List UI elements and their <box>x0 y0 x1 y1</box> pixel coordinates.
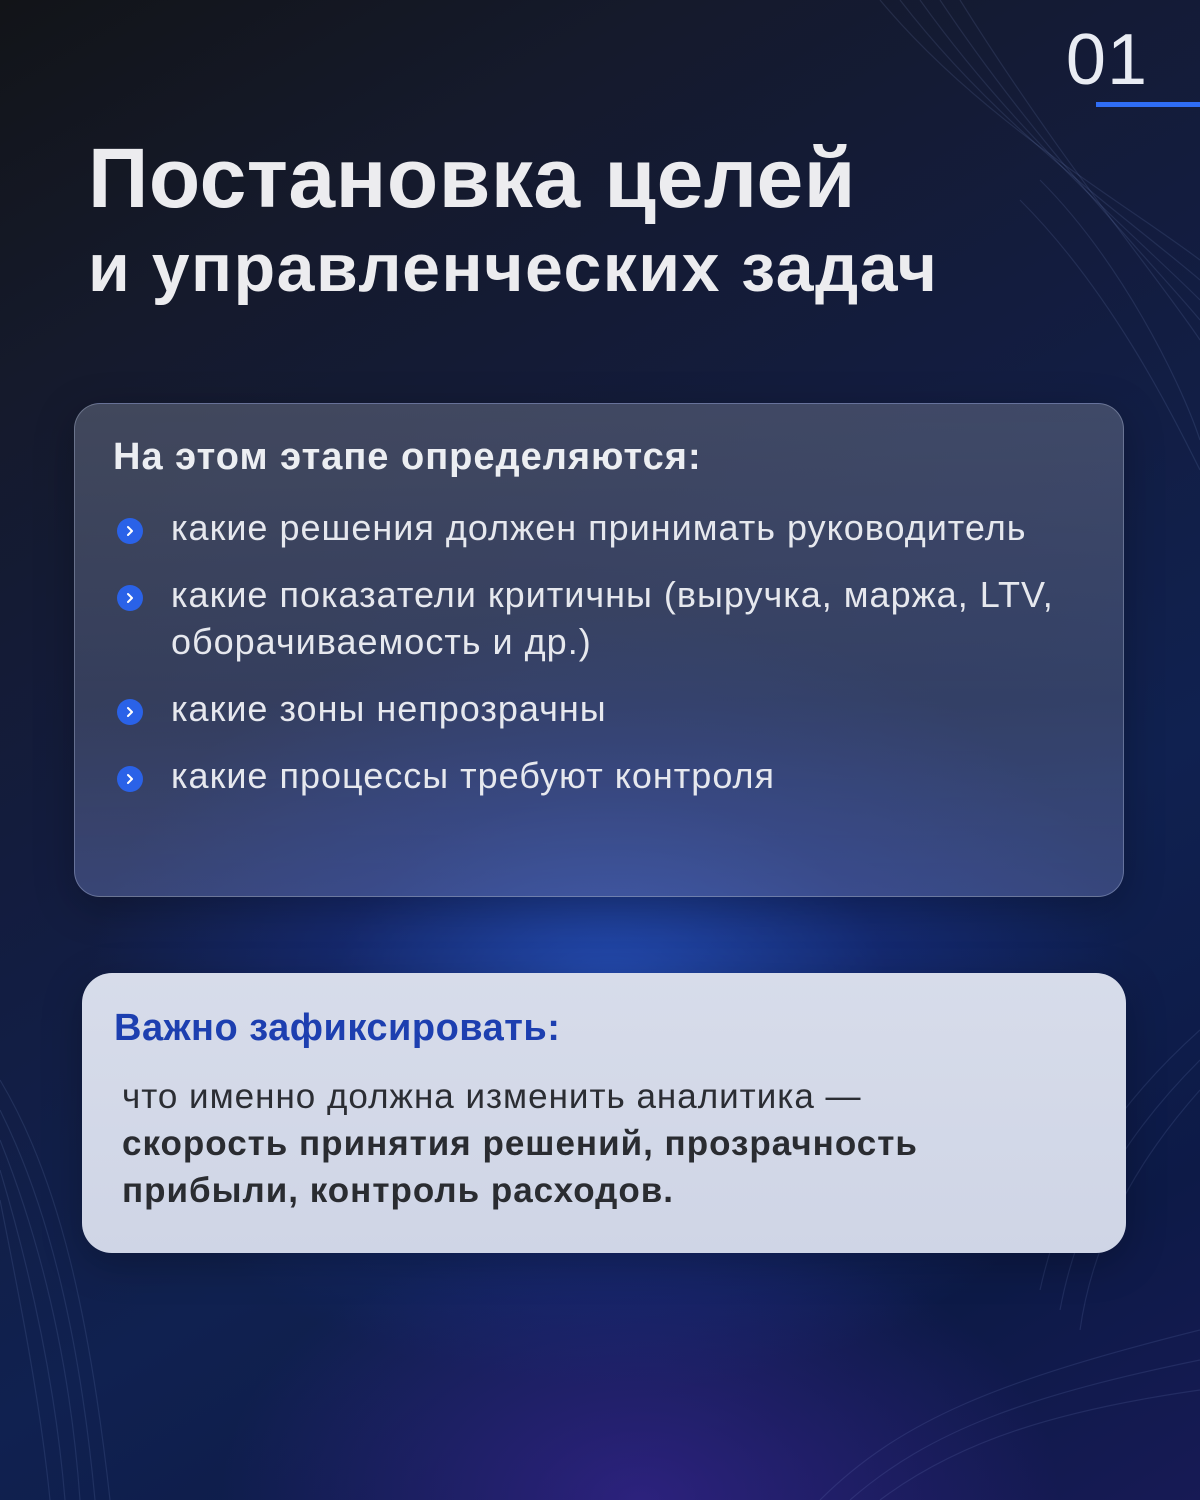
definitions-card <box>74 403 1124 897</box>
important-card-text-plain: что именно должна изменить аналитика — <box>122 1077 862 1116</box>
list-item <box>113 504 1093 551</box>
list-item-text: какие процессы требуют контроля <box>171 755 776 796</box>
definitions-list <box>113 504 1093 819</box>
page-title <box>88 132 938 312</box>
page-number-underline <box>1096 102 1200 107</box>
chevron-right-circle-icon <box>117 585 143 611</box>
important-card-text <box>122 1073 1102 1214</box>
important-card-heading: Важно зафиксировать: <box>114 1007 561 1049</box>
page-title-line-1: Постановка целей <box>88 131 856 225</box>
list-item-text: какие зоны непрозрачны <box>171 688 607 729</box>
page-title-line-2: и управленческих задач <box>88 230 939 306</box>
list-item-text: какие решения должен принимать руководитель <box>171 507 1027 548</box>
list-item <box>113 571 1093 665</box>
chevron-right-circle-icon <box>117 518 143 544</box>
list-item <box>113 685 1093 732</box>
page-number: 01 <box>1065 20 1148 100</box>
chevron-right-circle-icon <box>117 699 143 725</box>
definitions-card-heading: На этом этапе определяются: <box>113 436 702 478</box>
important-card-text-bold: скорость принятия решений, прозрачность прибыли, контроль расходов. <box>122 1124 918 1210</box>
important-card <box>82 973 1126 1253</box>
list-item <box>113 752 1093 799</box>
list-item-text: какие показатели критичны (выручка, маржа, LTV, оборачиваемость и др.) <box>171 574 1054 662</box>
chevron-right-circle-icon <box>117 766 143 792</box>
